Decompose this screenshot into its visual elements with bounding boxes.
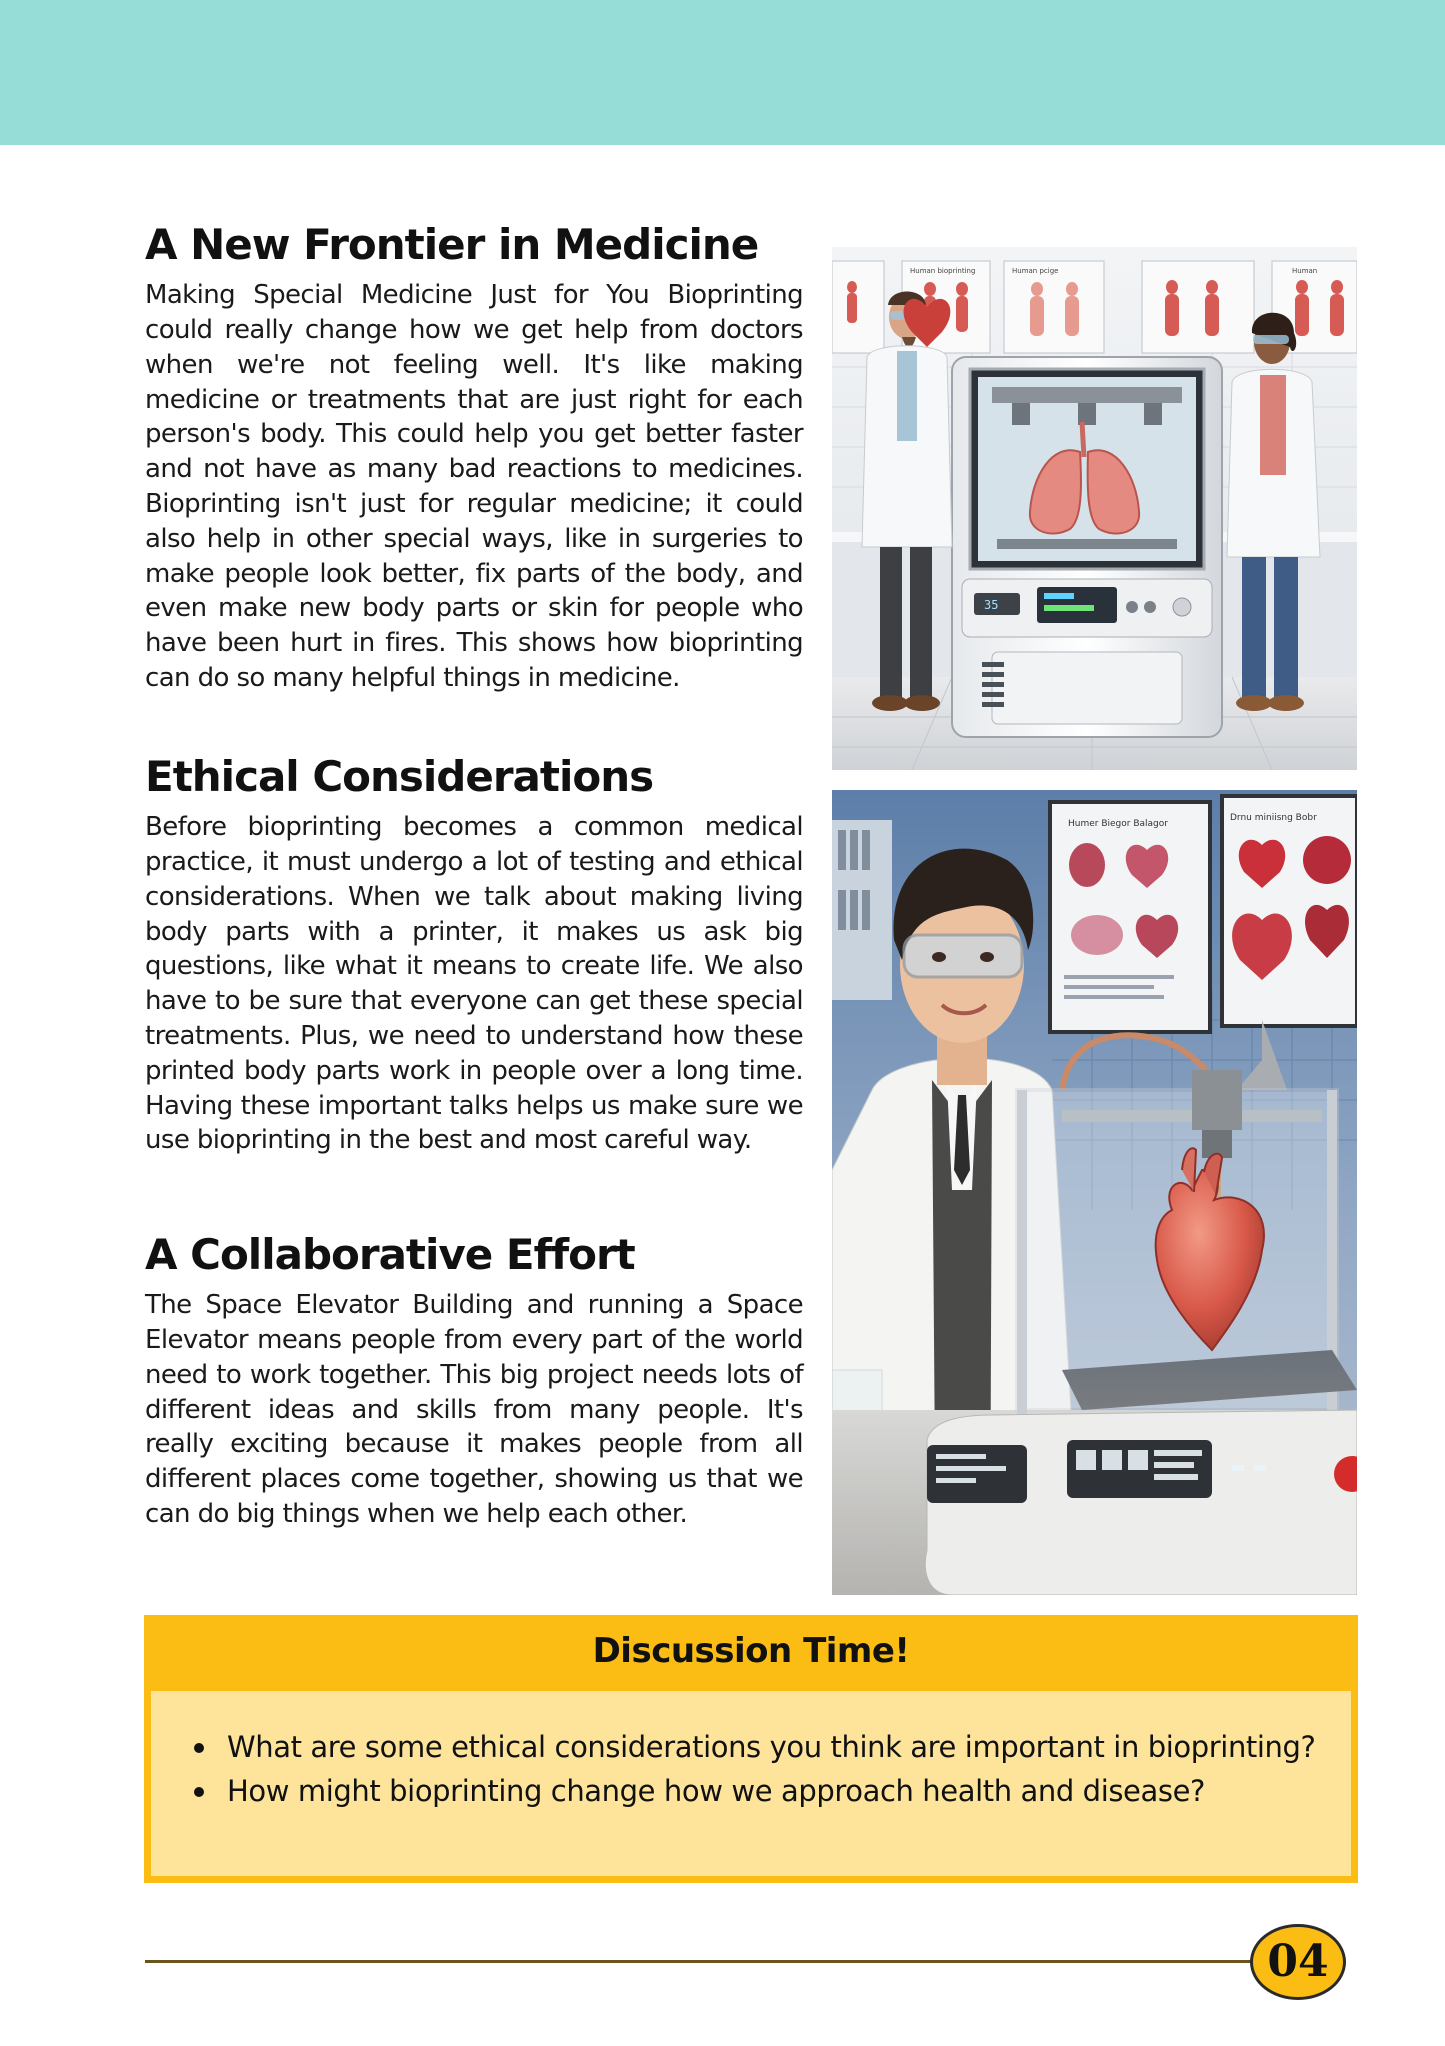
section-body: The Space Elevator Building and running a Space Elevator means people from every part of the world need to work together. This big project needs lots of different ideas and skills from many people. It's really exciting because it makes people from all different places come together, showing us that we can do big things when we help each other. xyxy=(145,1290,803,1529)
lung-bioprinter-illustration xyxy=(832,247,1357,770)
discussion-question xyxy=(191,1769,1321,1813)
question-text: How might bioprinting change how we approach health and disease? xyxy=(227,1774,1206,1808)
question-text: What are some ethical considerations you think are important in bioprinting? xyxy=(227,1730,1316,1764)
section-ethical-considerations xyxy=(145,754,803,1158)
printer-display: 35 xyxy=(984,598,999,612)
page-number-badge: 04 xyxy=(1250,1924,1346,2000)
discussion-questions-panel xyxy=(151,1691,1351,1876)
section-title: Ethical Considerations xyxy=(145,752,654,801)
heart-bioprinter-picture xyxy=(832,790,1357,1595)
lung-bioprinter-picture xyxy=(832,247,1357,770)
section-body: Before bioprinting becomes a common medical practice, it must undergo a lot of testing and ethical considerations. When we talk about making living body parts with a printer, it makes us ask big questions, like what it means to create life. We also have to be sure that everyone can get these special treatments. Plus, we need to understand how these printed body parts work in people over a long time. Having these important talks helps us make sure we use bioprinting in the best and most careful way. xyxy=(145,812,803,1156)
discussion-box xyxy=(144,1615,1358,1883)
top-color-band xyxy=(0,0,1445,145)
section-title: A Collaborative Effort xyxy=(145,1230,635,1279)
discussion-question xyxy=(191,1725,1321,1769)
discussion-title: Discussion Time! xyxy=(592,1631,910,1671)
section-body: Making Special Medicine Just for You Bioprinting could really change how we get help from doctors when we're not feeling well. It's like making medicine or treatments that are just right for each person's body. This could help you get better faster and not have as many bad reactions to medicines. Bioprinting isn't just for regular medicine; it could also help in other special ways, like in surgeries to make people look better, fix parts of the body, and even make new body parts or skin for people who have been hurt in fires. This shows how bioprinting can do so many helpful things in medicine. xyxy=(145,280,803,693)
heart-bioprinter-illustration xyxy=(832,790,1357,1595)
poster-label: Human xyxy=(1292,267,1318,275)
poster-label: Drnu miniisng Bobr xyxy=(1230,813,1317,823)
discussion-questions-list xyxy=(191,1725,1321,1813)
poster-label: Humer Biegor Balagor xyxy=(1068,819,1168,829)
bullet-icon xyxy=(194,1743,204,1753)
poster-label: Human bioprinting xyxy=(910,267,976,275)
section-new-frontier xyxy=(145,222,803,696)
footer-divider xyxy=(145,1960,1275,1963)
poster-label: Human pcige xyxy=(1012,267,1059,275)
section-title: A New Frontier in Medicine xyxy=(145,220,759,269)
section-collaborative-effort xyxy=(145,1232,803,1532)
bullet-icon xyxy=(194,1787,204,1797)
